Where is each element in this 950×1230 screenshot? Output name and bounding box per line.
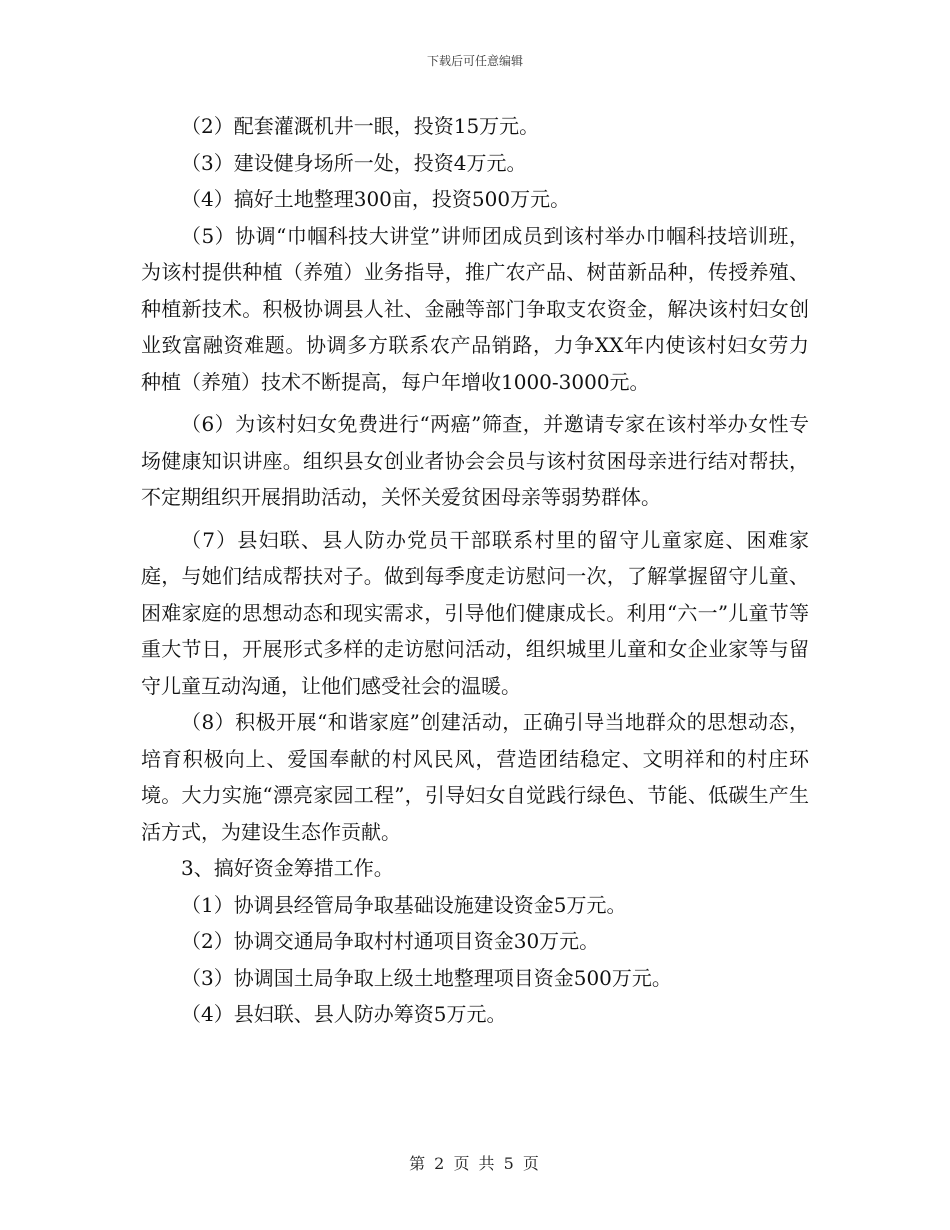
paragraph-item-2: （2）配套灌溉机井一眼，投资15万元。 xyxy=(181,114,540,138)
page-number-footer: 第 2 页 共 5 页 xyxy=(409,1154,541,1173)
paragraph-item-3: （3）建设健身场所一处，投资4万元。 xyxy=(181,150,527,175)
paragraph-item-7: （7）县妇联、县人防办党员干部联系村里的留守儿童家庭、困难家庭，与她们结成帮扶对子。做到每季度走访慰问一次，了解掌握留守儿童、困难家庭的思想动态和现实需求，引导他们健康成长。利用“六一”儿童节等重大节日，开展形式多样的走访慰问活动，组织城里儿童和女企业家等与留守儿童互动沟通，让他们感受社会的温暖。 xyxy=(141,527,809,698)
paragraph-item-4: （4）搞好土地整理300亩，投资500万元。 xyxy=(181,187,571,211)
funding-item-1: （1）协调县经管局争取基础设施建设资金5万元。 xyxy=(181,892,627,917)
paragraph-item-6: （6）为该村妇女免费进行“两癌”筛查，并邀请专家在该村举办女性专场健康知识讲座。组织县女创业者协会会员与该村贫困母亲进行结对帮扶，不定期组织开展捐助活动，关怀关爱贫困母亲等弱势群体。 xyxy=(141,412,809,509)
document-body xyxy=(141,108,809,1033)
page-header: 下载后可任意编辑 xyxy=(426,54,523,68)
paragraph-item-5: （5）协调“巾帼科技大讲堂”讲师团成员到该村举办巾帼科技培训班，为该村提供种植（养殖）业务指导，推广农产品、树苗新品种，传授养殖、种植新技术。积极协调县人社、金融等部门争取支农资金，解决该村妇女创业致富融资难题。协调多方联系农产品销路，力争XX年内使该村妇女劳力种植（养殖）技术不断提高，每户年增收1000-3000元。 xyxy=(141,223,809,394)
funding-item-3: （3）协调国土局争取上级土地整理项目资金500万元。 xyxy=(181,965,672,990)
funding-item-4: （4）县妇联、县人防办筹资5万元。 xyxy=(181,1002,507,1026)
section-heading-funding: 3、搞好资金筹措工作。 xyxy=(181,856,394,880)
paragraph-item-8: （8）积极开展“和谐家庭”创建活动，正确引导当地群众的思想动态，培育积极向上、爱国奉献的村风民风，营造团结稳定、文明祥和的村庄环境。大力实施“漂亮家园工程”，引导妇女自觉践行绿色、节能、低碳生产生活方式，为建设生态作贡献。 xyxy=(141,710,809,844)
funding-item-2: （2）协调交通局争取村村通项目资金30万元。 xyxy=(181,929,600,953)
